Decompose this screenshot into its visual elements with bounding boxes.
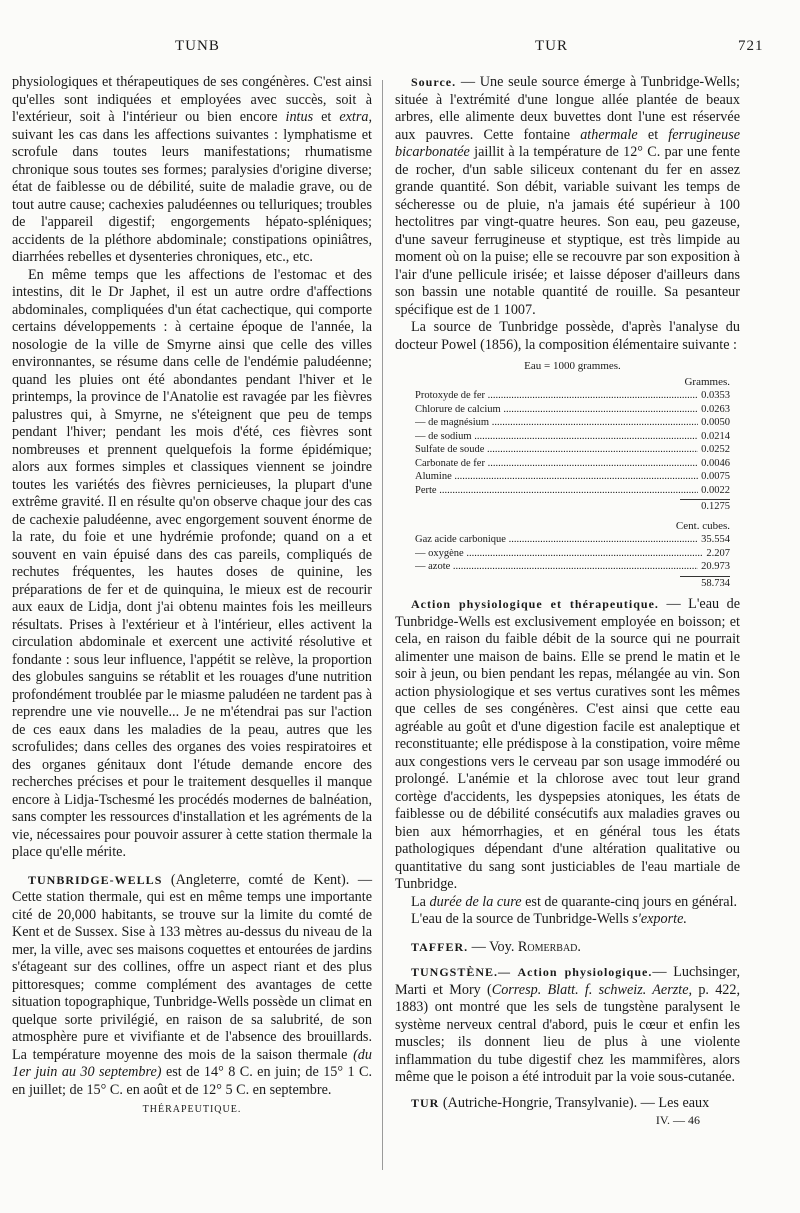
- entry-heading: TUR: [411, 1095, 440, 1110]
- right-column: [395, 74, 740, 1130]
- table-cell-label: Carbonate de fer .....: [415, 457, 698, 471]
- left-column: [12, 74, 372, 1119]
- table-cell-label: — oxygène .....: [415, 547, 703, 561]
- table-rows-gases: [415, 533, 730, 574]
- cross-reference: Romerbad.: [517, 938, 581, 955]
- footer-signature: THÉRAPEUTIQUE.: [142, 1104, 242, 1115]
- table-cell-label: Protoxyde de fer .....: [415, 389, 698, 403]
- table-row: [415, 443, 730, 457]
- table-row: [415, 389, 730, 403]
- table-row: [415, 403, 730, 417]
- entry-heading: Source.: [411, 75, 457, 89]
- signature-mark: IV. — 46: [655, 1113, 700, 1127]
- table-cell-value: 35.554: [701, 534, 730, 545]
- table-row: [415, 484, 730, 498]
- table-unit: Grammes.: [684, 375, 730, 388]
- entry-source: Source. — Une seule source émerge à Tunbridge-Wells; située à l'extrémité d'une longue allée plantée de beaux arbres, elle alimente deux buvettes dont l'une est réservée aux pauvres. Cette fontaine athermale et ferrugineuse bicarbonatée jaillit à la température de 12° C. par une fente de rocher, d'un sable siliceux contenant du fer en assez grande quantité. Son débit, variable suivant les temps de sécheresse ou de pluie, n'a jamais été supérieur à 100 hectolitres par vingt-quatre heures. Son eau, peu gazeuse, d'une saveur ferrugineuse et styptique, est très limpide au moment où on la puise; elle se recouvre par son exposition à l'air d'une pellicule irisée; et laisse déposer d'ailleurs dans son bassin une notable quantité de rouille. Sa pesanteur spécifique est de 1 1007.: [395, 74, 741, 318]
- table-cell-value: 0.0252: [701, 444, 730, 455]
- table-row: [415, 470, 730, 484]
- table-cell-value: 20.973: [701, 561, 730, 572]
- table-total: 0.1275: [680, 499, 730, 514]
- table-row: [415, 533, 730, 547]
- entry-tur: TUR (Autriche-Hongrie, Transylvanie). — Les eaux: [411, 1094, 710, 1111]
- page-number: 721: [738, 38, 764, 54]
- table-cell-value: 0.0022: [701, 484, 730, 496]
- table-cell-value: 0.0263: [701, 403, 730, 415]
- table-cell-label: Perte .....: [415, 484, 698, 498]
- table-unit: Cent. cubes.: [675, 519, 730, 532]
- table-cell-label: — de magnésium .....: [415, 416, 698, 430]
- entry-taffer: TAFFER. — Voy. Romerbad.: [411, 938, 581, 955]
- table-cell-label: — de sodium .....: [415, 430, 698, 444]
- entry-tunbridge-wells: TUNBRIDGE-WELLS (Angleterre, comté de Kent). — Cette station thermale, qui est en même temps une importante cité de 20,000 habitants, se trouve sur la limite du comté de Kent et de Sussex. Sise à 133 mètres au-dessus du niveau de la mer, la ville, avec ses maisons coquettes et entourées de jardins s'étageant sur des collines, offre un aspect riant et des plus pittoresques; comme complément des avantages de cette situation topographique, Tunbridge-Wells possède un climat en quelque sorte privilégié, en raison de sa salubrité, de son atmosphère pure et vivifiante et de l'absence des brouillards. La température moyenne des mois de la saison thermale (du 1er juin au 30 septembre) est de 14° 8 C. en juin; de 15° 1 C. en juillet; de 15° C. en août et de 12° 5 C. en septembre.: [12, 871, 373, 1098]
- table-cell-value: 0.0353: [701, 390, 730, 401]
- table-caption: Eau = 1000 grammes.: [524, 360, 621, 372]
- table-total: 58.734: [680, 576, 730, 591]
- entry-heading: TAFFER.: [411, 939, 469, 954]
- column-divider: [382, 80, 383, 1170]
- entry-heading: Action physiologique et thérapeutique.: [411, 597, 659, 611]
- running-head-left: TUNB: [175, 38, 220, 54]
- table-cell-label: Alumine .....: [415, 470, 698, 484]
- table-cell-value: 2.207: [706, 547, 730, 559]
- entry-tungstene: TUNGSTÈNE.— Action physiologique.— Luchsinger, Marti et Mory (Corresp. Blatt. f. schweiz. Aerzte, p. 422, 1883) ont montré que les sels de tungstène paralysent le système nerveux central d'abord, puis le cœur et enfin les muscles; ils donnent lieu de plus à une violente inflammation du tube digestif chez les mammifères, alors même que le poison a été introduit par la voie sous-cutanée.: [395, 964, 741, 1085]
- paragraph: physiologiques et thérapeutiques de ses congénères. C'est ainsi qu'elles sont indiquées et employées avec succès, soit à l'extérieur, soit à l'intérieur ou bien encore intus et extra, suivant les cas dans les affections suivantes : lymphatisme et scrofule dans toutes leurs manifestations; rhumatisme chronique sous toutes ses formes; paralysies d'origine diverse; état de faiblesse ou de débilité, suite de maladie grave, ou de tout autre cause; cachexies paludéennes ou telluriques; troubles de l'appareil digestif; engorgements hépato-spléniques; accidents de la pléthore abdominale; constipations opiniâtres, diarrhées rebelles et dysenteries chroniques, etc., etc.: [12, 74, 373, 265]
- table-cell-label: Sulfate de soude .....: [415, 443, 698, 457]
- table-row: [415, 430, 730, 444]
- paragraph: L'eau de la source de Tunbridge-Wells s'exporte.: [411, 911, 687, 927]
- paragraph: La durée de la cure est de quarante-cinq jours en général.: [411, 893, 738, 910]
- table-row: [415, 560, 730, 574]
- running-head-center: TUR: [535, 38, 568, 54]
- table-rows-solids: [415, 389, 730, 497]
- table-cell-value: 0.0046: [701, 457, 730, 469]
- table-row: [415, 547, 730, 561]
- table-cell-value: 0.0214: [701, 430, 730, 442]
- paragraph: La source de Tunbridge possède, d'après l'analyse du docteur Powel (1856), la composition élémentaire suivante :: [395, 319, 740, 353]
- entry-heading: TUNGSTÈNE.: [411, 965, 499, 979]
- table-cell-value: 0.0075: [701, 471, 730, 482]
- table-cell-value: 0.0050: [701, 417, 730, 428]
- table-cell-label: Chlorure de calcium .....: [415, 403, 698, 417]
- entry-action: Action physiologique et thérapeutique. — L'eau de Tunbridge-Wells est exclusivement employée en boisson; et cela, en raison du faible débit de la source qui ne pourrait alimenter une maison de bains. Elle se prend le matin et le soir à jeun, ou bien pendant les repas, mélangée au vin. Son action physiologique et ses vertus curatives sont les mêmes que celles de ses congénères. C'est ainsi que cette eau agréable au goût et d'une digestion facile est analeptique et reconstituante; elle prédispose à la constipation, voire même aux congestions vers le cerveau par son usage immodéré ou prolongé. L'anémie et la chlorose avec tout leur grand cortège d'accidents, les dyspepsies atoniques, les états de faiblesse ou de débilité consécutifs aux maladies graves ou bien aux hémorrhagies, et en général tous les états pathologiques dépendant d'une altération qualitative ou quantitative du sang sont justiciables de l'eau martiale de Tunbridge.: [395, 596, 740, 892]
- table-row: [415, 416, 730, 430]
- entry-heading: TUNBRIDGE-WELLS: [28, 872, 163, 887]
- table-cell-label: Gaz acide carbonique .....: [415, 533, 698, 547]
- table-cell-label: — azote .....: [415, 560, 698, 574]
- paragraph: En même temps que les affections de l'estomac et des intestins, dit le Dr Japhet, il est un autre ordre d'affections abdominales, compliquées d'un état cachectique, qui comporte certains développements : à certaine époque de l'année, la nosologie de la ville de Smyrne ainsi que celle des villes environnantes, se résume dans celle de l'endémie paludéenne; quand les pluies ont été abondantes pendant l'hiver et le printemps, la province de l'Anatolie est ravagée par les fièvres palustres qui, à Smyrne, ne s'éteignent que peu de temps pendant l'hiver; pendant les mois d'été, ces fièvres sont nombreuses et prennent quelquefois la forme épidémique; alors aux formes simples et classiques viennent se joindre toutes les variétés des fièvres pernicieuses, la plupart d'une extrême gravité. Il en résulte qu'on observe chaque jour des cas de cachexie paludéenne, avec engorgement souvent énorme de la rate, du foie et une hydrémie profonde; quand on a et souvent en vain épuisé dans des cas pareils, compliqués de rechutes fréquentes, les hautes doses de quinine, les préparations de fer et de quinquina, le mieux est de recourir aux eaux de Lidja, dont j'ai obtenu maintes fois les meilleurs résultats. Prises à l'extérieur et à l'intérieur, elles activent la circulation abdominale et exercent une activité résolutive et fondante : sous leur influence, l'appétit se relève, la proportion des globules sanguins se rétablit et les rouages d'une nutrition profondément troublée par le miasme paludéen ne tardent pas à reprendre une vie nouvelle... Je ne m'étendrai pas sur l'action de ces eaux dans les maladies de la peau, autres que les scrofulides; dans celles des organes des voies respiratoires et des organes génitaux dont l'étude demande encore des recherches précises et pour le traitement desquelles il manque encore à Lidja-Tschesmé les procédés modernes de balnéation, sans compter les ressources d'installation et les agréments de la vie, nécessaires pour pouvoir assurer à cette station thermale la place qu'elle mérite.: [12, 266, 372, 860]
- table-row: [415, 457, 730, 471]
- analysis-table: [415, 360, 730, 590]
